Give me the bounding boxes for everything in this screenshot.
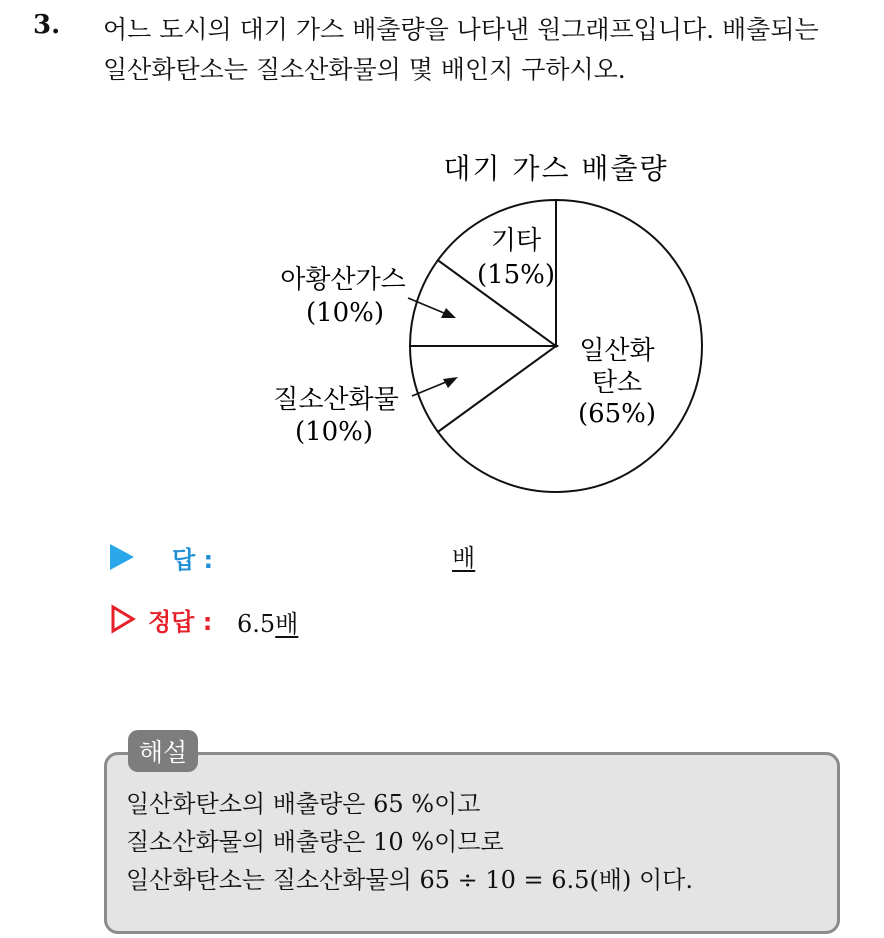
correct-value: 6.5배 (237, 610, 299, 638)
slice-pct-etc: (15%) (476, 260, 556, 290)
play-outline-icon (110, 604, 136, 634)
explanation-line-3: 일산화탄소는 질소산화물의 65 ÷ 10 = 6.5(배) 이다. (126, 866, 693, 894)
explanation-tag: 해설 (128, 730, 198, 772)
slice-label-co-line1: 일산화 (579, 336, 655, 366)
slice-pct-nitrogen: (10%) (294, 417, 374, 447)
slice-label-co-line2: 탄소 (591, 368, 643, 398)
answer-label: 답 : (172, 546, 214, 574)
slice-pct-co: (65%) (577, 399, 657, 429)
slice-pct-sulfur: (10%) (305, 298, 385, 328)
play-arrow-icon (110, 544, 134, 570)
question-line-1: 어느 도시의 대기 가스 배출량을 나타낸 원그래프입니다. 배출되는 (103, 15, 819, 44)
correct-label: 정답 : (148, 608, 213, 636)
question-number: 3. (33, 10, 61, 40)
explanation-line-1: 일산화탄소의 배출량은 65 %이고 (126, 790, 481, 818)
chart-title: 대기 가스 배출량 (443, 152, 669, 185)
explanation-text (126, 785, 693, 899)
answer-unit: 배 (452, 544, 476, 572)
slice-label-sulfur: 아황산가스 (280, 265, 406, 295)
question-line-2: 일산화탄소는 질소산화물의 몇 배인지 구하시오. (103, 55, 626, 84)
slice-label-nitrogen: 질소산화물 (273, 385, 399, 415)
slice-label-etc: 기타 (490, 226, 542, 256)
explanation-line-2: 질소산화물의 배출량은 10 %이므로 (126, 828, 504, 856)
